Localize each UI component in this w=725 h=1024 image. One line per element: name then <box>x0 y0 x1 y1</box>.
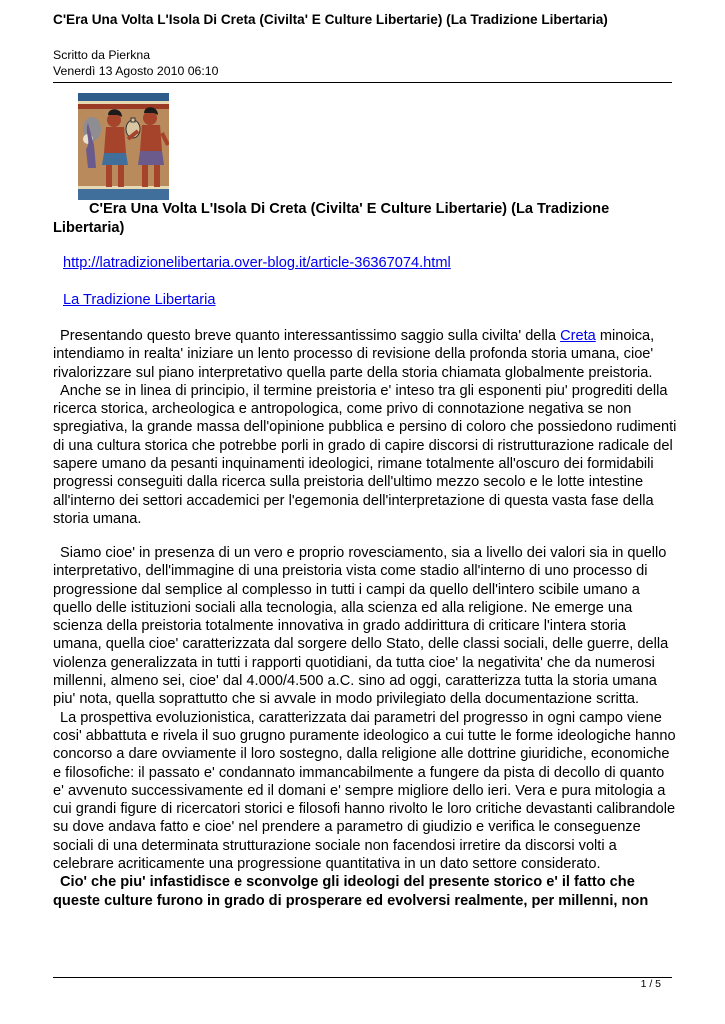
source-url-line <box>63 255 451 271</box>
fresco-illustration <box>78 93 169 200</box>
article-body-section-2 <box>53 544 677 910</box>
article-body-section-1 <box>53 327 677 528</box>
article-heading-text: C'Era Una Volta L'Isola Di Creta (Civilta' E Culture Libertarie) (La Tradizione Libertaria) <box>53 201 610 236</box>
page-number: 1 / 5 <box>640 978 661 990</box>
source-url-link[interactable]: http://latradizionelibertaria.over-blog.it/article-36367074.html <box>63 255 451 271</box>
paragraph-2: Anche se in linea di principio, il termine preistoria e' inteso tra gli esponenti piu' progrediti della ricerca storica, archeologica e antropologica, come privo di connotazione negativa se non spregiativa, la grande massa dell'opinione pubblica e persino di coloro che possiedono rudimenti di una cultura storica che potrebbe porli in grado di capire discorsi di ristrutturazione radicale del sapere umano da pesanti inquinamenti ideologici, rimane totalmente all'oscuro dei formidabili progressi conseguiti dalla ricerca sulla preistoria dell'ultimo mezzo secolo e le lotte intestine all'interno dei settori accademici per l'egemonia dell'interpretazione di questa vasta fase della storia umana. <box>53 382 677 527</box>
paragraph-4: La prospettiva evoluzionistica, caratterizzata dai parametri del progresso in ogni campo viene cosi' abbattuta e rivela il suo grugno puramente ideologico a cui tutte le forme ideologiche hanno concorso a dare ovviamente il loro sostegno, dalla religione alle dottrine giuridiche, economiche e filosofiche: il passato e' condannato immancabilmente a fungere da pista di decollo di quanto e' avvenuto successivamente ed il domani e' sempre migliore dello ieri. Vera e pura mitologia a cui grandi figure di ricercatori storici e filosofi hanno rivolto le loro critiche devastanti calibrandole su dove andava fatto e cioe' nel prendere a parametro di giudizio e verifica le conseguenze sociali di una determinata strutturazione sociale non facendosi irretire da discorsi volti a celebrare acriticamente una progressione quantitativa in un dato settore considerato. <box>53 709 676 873</box>
article-meta <box>53 47 218 79</box>
date-line: Venerdì 13 Agosto 2010 06:10 <box>53 64 219 78</box>
document-header-title: C'Era Una Volta L'Isola Di Creta (Civilta' E Culture Libertarie) (La Tradizione Libertaria) <box>53 12 608 27</box>
paragraph-3: Siamo cioe' in presenza di un vero e proprio rovesciamento, sia a livello dei valori sia in quello interpretativo, dell'immagine di una preistoria vista come stadio all'interno di uno processo di progressione dal semplice al complesso in tutti i campi da quello dell'intero scibile umano a quello delle istituzioni sociali alla tecnologia, alla scienza ed alla religione. Ne emerge una scienza della preistoria totalmente innovativa in grado addirittura di criticare l'intera storia umana, quella cioe' caratterizzata dal sorgere dello Stato, delle classi sociali, delle guerre, della violenza generalizzata in tutti i rapporti quotidiani, da tutta cioe' la negativita' che da numerosi millenni, almeno sei, cioe' dal 4.000/4.500 a.C. sino ad oggi, caratterizza tutta la storia umana piu' nota, quella soprattutto che si avvale in modo privilegiato della documentazione scritta. <box>53 545 669 708</box>
minoan-fresco-image <box>78 93 169 200</box>
footer-divider <box>53 977 672 978</box>
paragraph-1-text-a: Presentando questo breve quanto interessantissimo saggio sulla civilta' della <box>60 328 561 344</box>
author-line: Scritto da Pierkna <box>53 48 151 62</box>
header-divider <box>53 82 672 83</box>
paragraph-1 <box>53 327 677 382</box>
paragraph-5: Cio' che piu' infastidisce e sconvolge gli ideologi del presente storico e' il fatto che queste culture furono in grado di prosperare ed evolversi realmente, per millenni, non <box>53 874 649 909</box>
source-name-line <box>63 292 216 308</box>
article-heading <box>53 200 673 238</box>
creta-link[interactable]: Creta <box>560 328 596 344</box>
source-name-link[interactable]: La Tradizione Libertaria <box>63 292 216 308</box>
paragraph-1-text-b: minoica, intendiamo in realta' iniziare un lento processo di revisione della profonda storia umana, cioe' rivalorizzare sul piano interpretativo quella parte della storia chiamata globalmente preistoria. <box>53 328 655 381</box>
